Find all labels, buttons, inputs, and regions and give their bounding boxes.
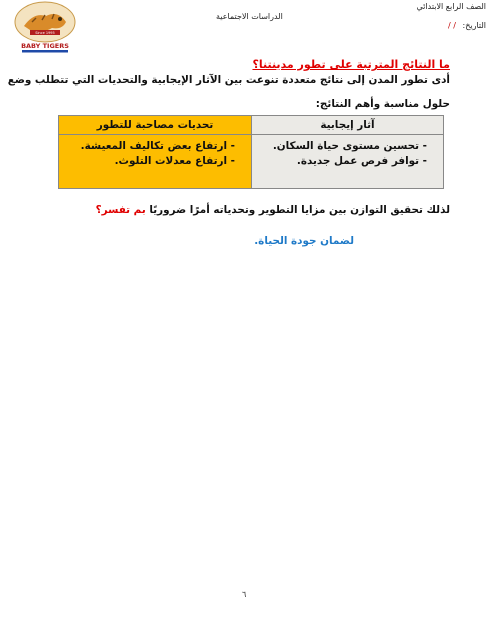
paragraph-line-2: حلول مناسبة وأهم النتائج: bbox=[315, 98, 450, 110]
challenge-item: - ارتفاع معدلات التلوث. bbox=[114, 155, 235, 167]
positive-item: - تحسين مستوى حياة السكان. bbox=[272, 140, 427, 152]
date-label: التاريخ: bbox=[462, 21, 486, 30]
question-2-prompt: بم تفسر؟ bbox=[95, 204, 146, 216]
results-table bbox=[58, 115, 444, 189]
positive-effects-header: آثار إيجابية bbox=[252, 116, 443, 135]
challenges-header: تحديات مصاحبة للتطور bbox=[59, 116, 251, 135]
challenges-column bbox=[59, 116, 251, 188]
page-number: ٦ bbox=[242, 590, 247, 599]
svg-text:BABY TIGERS: BABY TIGERS bbox=[21, 42, 69, 50]
paragraph-line-1: أدى تطور المدن إلى نتائج متعددة تنوعت بين الآثار الإيجابية والتحديات التي تتطلب وضع bbox=[7, 74, 450, 86]
question-heading: ما النتائج المترتبة على تطور مدينتنا؟ bbox=[252, 58, 450, 71]
date-field bbox=[448, 21, 486, 30]
answer-text: لضمان جودة الحياة. bbox=[254, 235, 354, 247]
svg-text:Since 1995: Since 1995 bbox=[35, 31, 55, 35]
school-logo bbox=[8, 0, 82, 54]
question-2-text: لذلك تحقيق التوازن بين مزايا التطوير وتحدياته أمرًا ضروريًا bbox=[149, 204, 450, 216]
positive-item: - توافر فرص عمل جديدة. bbox=[296, 155, 427, 167]
positive-effects-column bbox=[251, 116, 443, 188]
subject-label: الدراسات الاجتماعية bbox=[216, 12, 283, 21]
date-slashes: / / bbox=[448, 21, 456, 30]
question-2 bbox=[96, 204, 450, 216]
grade-label: الصف الرابع الابتدائي bbox=[416, 2, 486, 11]
challenge-item: - ارتفاع بعض تكاليف المعيشة. bbox=[80, 140, 235, 152]
